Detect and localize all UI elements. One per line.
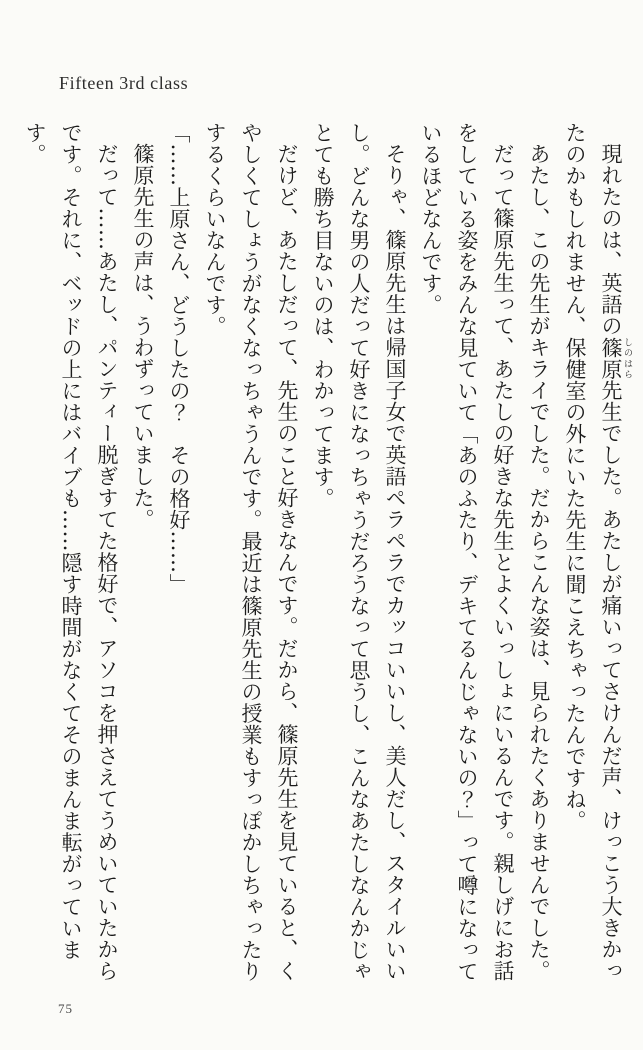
paragraph-7: 篠原先生の声は、うわずっていました。	[131, 143, 155, 530]
paragraph-4: そりゃ、篠原先生は帰国子女で英語ペラペラでカッコいいし、美人だし、スタイルいいし。どんな男の人だって好きになっちゃうだろうなって思うし、こんなあたしなんかじゃとても勝ち目ないのは、わかってます。	[311, 122, 407, 982]
paragraph-3: だって篠原先生って、あたしの好きな先生とよくいっしょにいるんです。親しげにお話をしている姿をみんな見ていて「あのふたり、デキてるんじゃないの？」って噂になっているほどなんです。	[419, 122, 515, 982]
text-block	[20, 122, 632, 984]
running-header: Fifteen 3rd class	[59, 73, 189, 93]
paragraph-6: 「……上原さん、どうしたの？ その格好……」	[167, 122, 191, 595]
paragraph-5: だけど、あたしだって、先生のこと好きなんです。だから、篠原先生を見ていると、くやしくてしょうがなくなっちゃうんです。最近は篠原先生の授業もすっぽかしちゃったりするくらいなんです。	[203, 122, 299, 982]
furigana-ruby: 篠原 しのはら	[599, 336, 632, 380]
paragraph-1: 現れたのは、英語の篠原 しのはら先生でした。あたしが痛いってさけんだ声、けっこう大きかったのかもしれません、保健室の外にいた先生に聞こえちゃったんですね。	[563, 122, 632, 982]
paragraph-2: あたし、この先生がキライでした。だからこんな姿は、見られたくありませんでした。	[527, 143, 551, 982]
page-number: 75	[58, 1001, 73, 1016]
paragraph-8: だって……あたし、パンティー脱ぎすてた格好で、アソコを押さえてうめいていたからです。それに、ベッドの上にはバイブも……隠す時間がなくてそのまんま転がっています。	[23, 122, 119, 982]
